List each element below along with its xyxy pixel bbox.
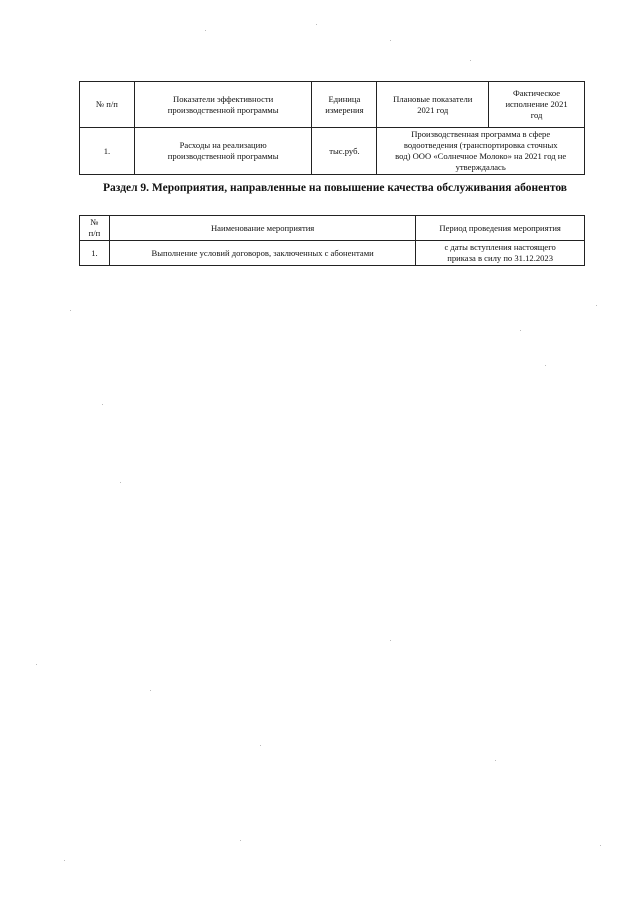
row-unit: тыс.руб. [312, 128, 377, 175]
service-quality-measures-table [79, 215, 585, 266]
table-header-row [80, 216, 585, 241]
section-9-title: Раздел 9. Мероприятия, направленные на повышение качества обслуживания абонентов [103, 182, 568, 194]
header-planned: Плановые показатели 2021 год [377, 82, 489, 128]
header-unit: Единица измерения [312, 82, 377, 128]
row-merged-note: Производственная программа в сфере водоотведения (транспортировка сточных вод) ООО «Солнечное Молоко» на 2021 год не утверждалась [377, 128, 585, 175]
header-measure-name: Наименование мероприятия [109, 216, 415, 241]
row-period: с даты вступления настоящего приказа в силу по 31.12.2023 [416, 241, 585, 266]
header-num: № п/п [80, 216, 110, 241]
performance-indicators-table [79, 81, 585, 175]
row-measure-name: Выполнение условий договоров, заключенных с абонентами [109, 241, 415, 266]
table-row [80, 128, 585, 175]
row-num: 1. [80, 241, 110, 266]
header-num: № п/п [80, 82, 135, 128]
header-indicator: Показатели эффективности производственной программы [134, 82, 312, 128]
table-header-row [80, 82, 585, 128]
table-row [80, 241, 585, 266]
row-indicator: Расходы на реализацию производственной программы [134, 128, 312, 175]
header-actual: Фактическое исполнение 2021 год [489, 82, 585, 128]
row-num: 1. [80, 128, 135, 175]
header-period: Период проведения мероприятия [416, 216, 585, 241]
